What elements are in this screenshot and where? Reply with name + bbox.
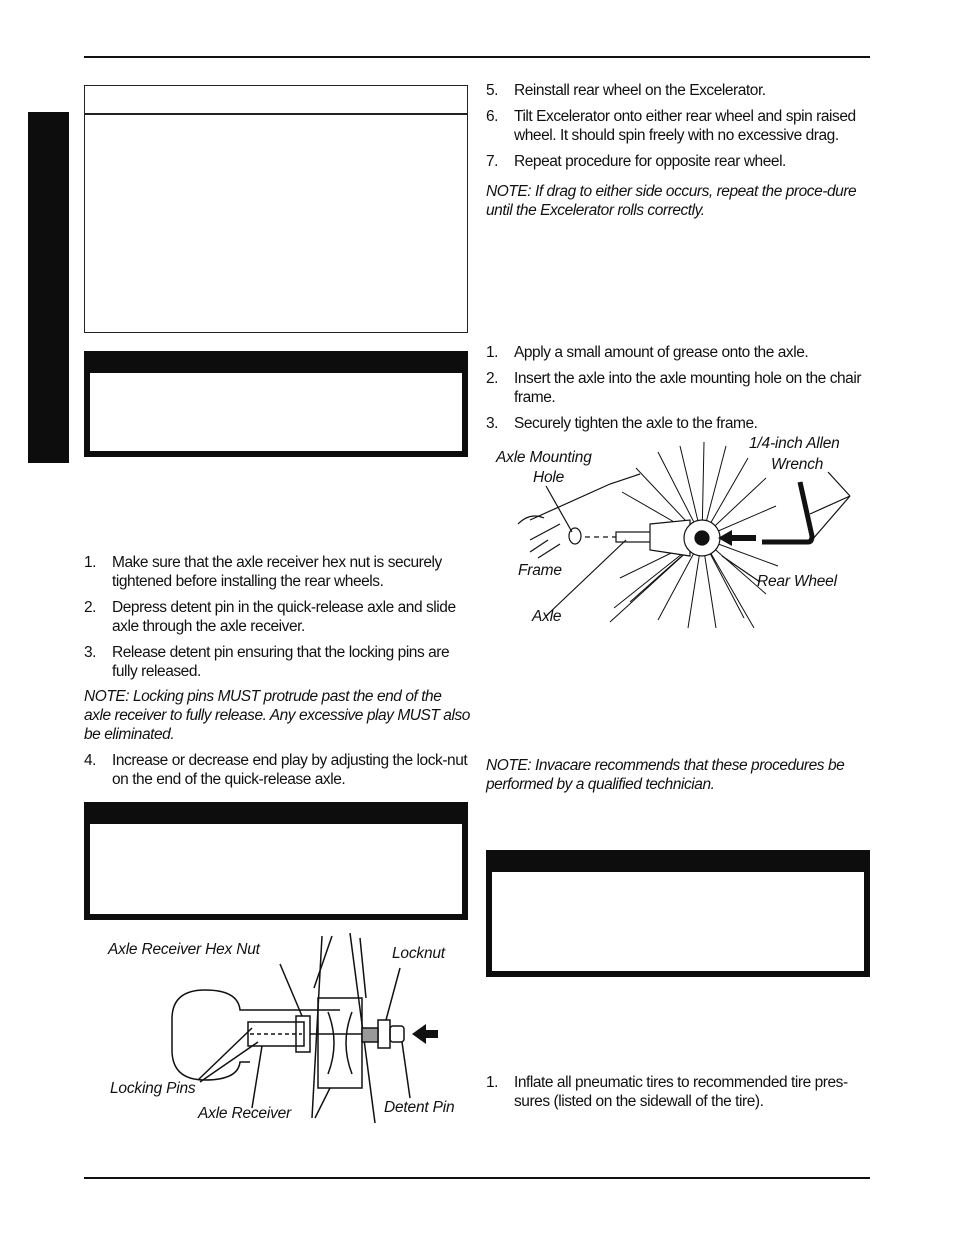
list-item: 2. Depress detent pin in the quick-release axle and slide axle through the axle receiver. [84,599,456,635]
push-arrow-icon [412,1024,438,1044]
outline-box-header-divider [85,113,467,115]
quick-release-axle-figure [100,928,470,1128]
list-item: 3. Securely tighten the axle to the frame. [486,415,758,432]
list-item: 4. Increase or decrease end play by adjusting the lock-nut on the end of the quick-release axle. [84,752,468,788]
axle-install-figure [490,432,870,632]
label-axle: Axle [532,608,562,625]
list-item: 3. Release detent pin ensuring that the locking pins are fully released. [84,644,450,680]
list-item: 1. Make sure that the axle receiver hex nut is securely tightened before installing the rear wheels. [84,554,442,590]
label-frame: Frame [518,562,562,579]
blank-notice-box-3 [486,850,870,977]
list-item: 1. Apply a small amount of grease onto the axle. [486,344,809,361]
right-steps-list-b [486,343,872,440]
left-steps-list-b [84,751,468,796]
label-allen-wrench-2: Wrench [771,456,824,473]
notice-box-body [492,872,864,971]
blank-notice-box-2 [84,802,468,920]
list-item: 1. Inflate all pneumatic tires to recommended tire pres-sures (listed on the sidewall of the tire). [486,1074,848,1110]
label-detent-pin: Detent Pin [384,1099,455,1116]
list-item: 6. Tilt Excelerator onto either rear wheel and spin raised wheel. It should spin freely with no excessive drag. [486,108,856,144]
list-item: 5. Reinstall rear wheel on the Excelerator. [486,82,766,99]
notice-box-body [90,373,462,451]
left-note: NOTE: Locking pins MUST protrude past the end of the axle receiver to fully release. Any excessive play MUST also be eliminated. [84,688,470,743]
label-locking-pins: Locking Pins [110,1080,196,1097]
insert-arrow-icon [718,530,756,546]
label-rear-wheel: Rear Wheel [757,573,837,590]
label-axle-receiver-hex-nut: Axle Receiver Hex Nut [108,941,260,958]
blank-notice-box-1 [84,351,468,457]
right-steps-list-a [486,81,872,178]
section-tab [28,112,69,463]
left-steps-list-a [84,553,468,688]
blank-outline-box [84,85,468,333]
label-allen-wrench-1: 1/4-inch Allen [749,435,840,452]
top-rule [84,56,870,58]
list-item: 2. Insert the axle into the axle mounting hole on the chair frame. [486,370,862,406]
right-note-technician: NOTE: Invacare recommends that these procedures be performed by a qualified technician. [486,757,845,793]
label-axle-mounting-hole-1: Axle Mounting [496,449,592,466]
label-axle-receiver: Axle Receiver [198,1105,292,1122]
label-locknut: Locknut [392,945,445,962]
list-item: 7. Repeat procedure for opposite rear wheel. [486,153,786,170]
notice-box-body [90,824,462,914]
label-axle-mounting-hole-2: Hole [533,469,565,486]
right-note-drag: NOTE: If drag to either side occurs, repeat the proce-dure until the Excelerator rolls correctly. [486,183,857,219]
right-steps-list-c [486,1073,872,1118]
bottom-rule [84,1177,870,1179]
